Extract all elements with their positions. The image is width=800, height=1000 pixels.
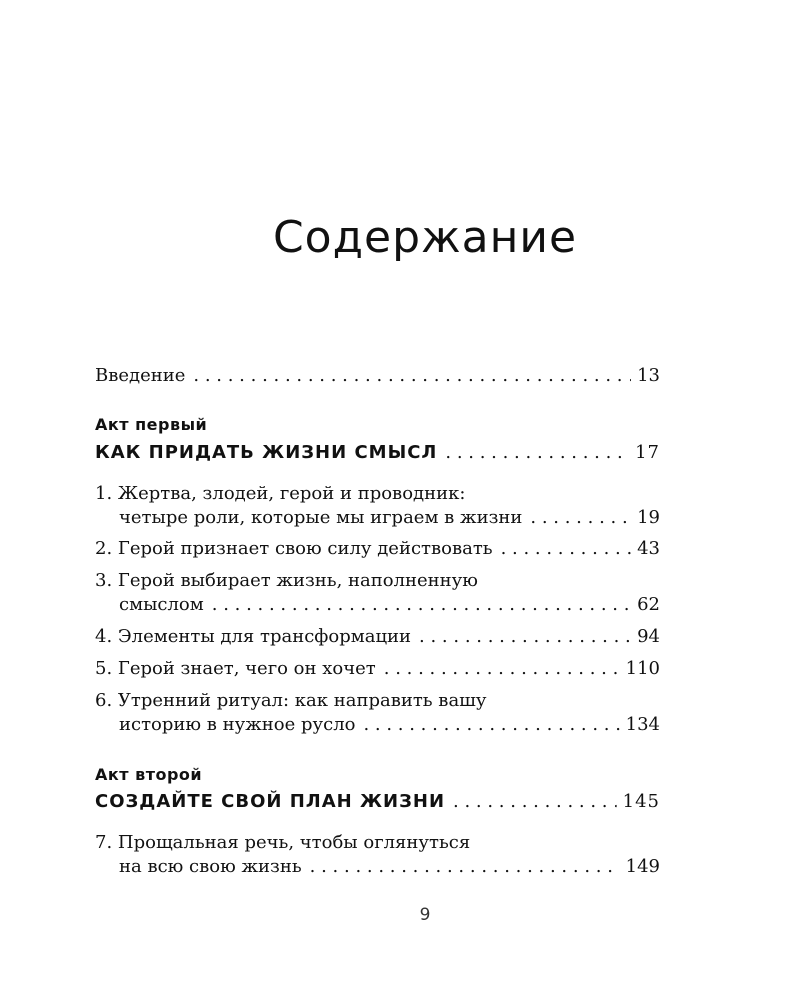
toc-chapter-line[interactable] <box>95 657 660 681</box>
dot-leader <box>419 625 631 649</box>
toc-page-number: 145 <box>622 791 660 812</box>
dot-leader <box>363 713 619 737</box>
toc-page-number: 134 <box>625 714 660 735</box>
chapter-title: 1. Жертва, злодей, герой и проводник: <box>95 483 466 504</box>
toc-page-number: 13 <box>637 365 660 386</box>
chapter-title: 5. Герой знает, чего он хочет <box>95 658 376 679</box>
chapter-title: 6. Утренний ритуал: как направить вашу <box>95 690 487 711</box>
toc-page-number: 17 <box>635 442 660 463</box>
toc-page-number: 110 <box>625 658 660 679</box>
toc-part-heading[interactable] <box>95 790 660 814</box>
page-number: 9 <box>419 905 431 925</box>
dot-leader <box>501 537 632 561</box>
part-title: КАК ПРИДАТЬ ЖИЗНИ СМЫСЛ <box>95 442 438 463</box>
page-title: Содержание <box>272 212 578 263</box>
dot-leader <box>212 593 631 617</box>
act-label: Акт второй <box>95 765 203 784</box>
chapter-title-continued: четыре роли, которые мы играем в жизни <box>119 507 523 528</box>
chapter-title: 4. Элементы для трансформации <box>95 626 412 647</box>
chapter-title-continued: историю в нужное русло <box>119 714 356 735</box>
toc-page-number: 43 <box>637 538 660 559</box>
dot-leader <box>384 657 620 681</box>
chapter-title: 7. Прощальная речь, чтобы оглянуться <box>95 832 471 853</box>
toc-chapter-line[interactable] <box>119 506 660 530</box>
part-title: СОЗДАЙТЕ СВОЙ ПЛАН ЖИЗНИ <box>95 791 446 812</box>
toc-page-number: 19 <box>637 507 660 528</box>
toc-chapter-line[interactable] <box>95 482 660 506</box>
dot-leader <box>310 855 620 879</box>
toc-chapter-line[interactable] <box>119 593 660 617</box>
toc-chapter-line[interactable] <box>95 537 660 561</box>
toc-chapter-line[interactable] <box>95 831 660 855</box>
toc-page-number: 94 <box>637 626 660 647</box>
toc-entry-label: Введение <box>95 365 186 386</box>
dot-leader <box>453 790 617 814</box>
toc-page-number: 62 <box>637 594 660 615</box>
dot-leader <box>445 441 629 465</box>
toc-chapter-line[interactable] <box>119 855 660 879</box>
act-label: Акт первый <box>95 415 208 434</box>
chapter-title: 2. Герой признает свою силу действовать <box>95 538 493 559</box>
dot-leader <box>530 506 631 530</box>
chapter-title-continued: смыслом <box>119 594 204 615</box>
chapter-title-continued: на всю свою жизнь <box>119 856 302 877</box>
chapter-title: 3. Герой выбирает жизнь, наполненную <box>95 570 478 591</box>
toc-chapter-line[interactable] <box>119 713 660 737</box>
dot-leader <box>193 364 631 388</box>
toc-page-number: 149 <box>625 856 660 877</box>
toc-entry-intro[interactable] <box>95 364 660 388</box>
toc-chapter-line[interactable] <box>95 569 660 593</box>
toc-chapter-line[interactable] <box>95 625 660 649</box>
toc-chapter-line[interactable] <box>95 689 660 713</box>
toc-part-heading[interactable] <box>95 441 660 465</box>
